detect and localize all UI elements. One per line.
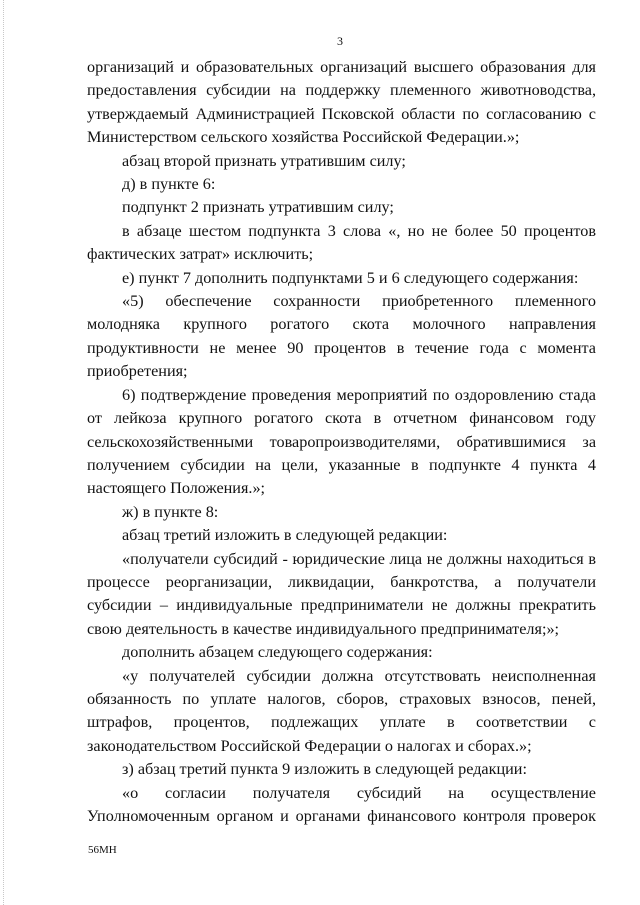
paragraph-item: 6) подтверждение проведения мероприятий по оздоровлению стада от лейкоза крупного рогатого скота в отчетном финансовом году сельскохозяйственными товаропроизводителями, обратившимися за получением субсидии на цели, указанные в подпункте 4 пункта 4 настоящего Положения.»; [87, 385, 596, 498]
paragraph-item: «получатели субсидий - юридические лица не должны находиться в процессе реорганизации, ликвидации, банкротства, а получатели субсидии – индивидуальные предприниматели не должны прекратить свою деятельность в качестве индивидуального предпринимателя;»; [87, 549, 596, 638]
paragraph-item: абзац второй признать утратившим силу; [122, 151, 406, 170]
paragraph-continuation: организаций и образовательных организаций высшего образования для предоставления субсидии на поддержку племенного животноводства, утверждаемый Администрацией Псковской области по согласованию с Министерством сельского хозяйства Российской Федерации.»; [87, 58, 596, 147]
document-body [87, 56, 596, 828]
document-code: 56МН [88, 844, 117, 856]
page-number: 3 [337, 34, 343, 48]
paragraph-item: «5) обеспечение сохранности приобретенного племенного молодняка крупного рогатого скота молочного направления продуктивности не менее 90 процентов в течение года с момента приобретения; [87, 292, 596, 381]
paragraph-item: в абзаце шестом подпункта 3 слова «, но не более 50 процентов фактических затрат» исключить; [87, 221, 596, 264]
paragraph-item: ж) в пункте 8: [122, 502, 219, 521]
paragraph-item: абзац третий изложить в следующей редакции: [122, 526, 448, 545]
paragraph-item: з) абзац третий пункта 9 изложить в следующей редакции: [122, 760, 527, 779]
paragraph-item: дополнить абзацем следующего содержания: [122, 643, 433, 662]
paragraph-item: е) пункт 7 дополнить подпунктами 5 и 6 следующего содержания: [122, 268, 579, 287]
paragraph-item: подпункт 2 признать утратившим силу; [122, 198, 394, 217]
paragraph-item-continues: «о согласии получателя субсидий на осуществление Уполномоченным органом и органами финансового контроля проверок [87, 783, 596, 825]
page-edge-line [3, 0, 5, 905]
paragraph-item: «у получателей субсидии должна отсутствовать неисполненная обязанность по уплате налогов, сборов, страховых взносов, пеней, штрафов, процентов, подлежащих уплате в соответствии с законодательством Российской Федерации о налогах и сборах.»; [87, 666, 596, 755]
paragraph-item: д) в пункте 6: [122, 175, 216, 194]
